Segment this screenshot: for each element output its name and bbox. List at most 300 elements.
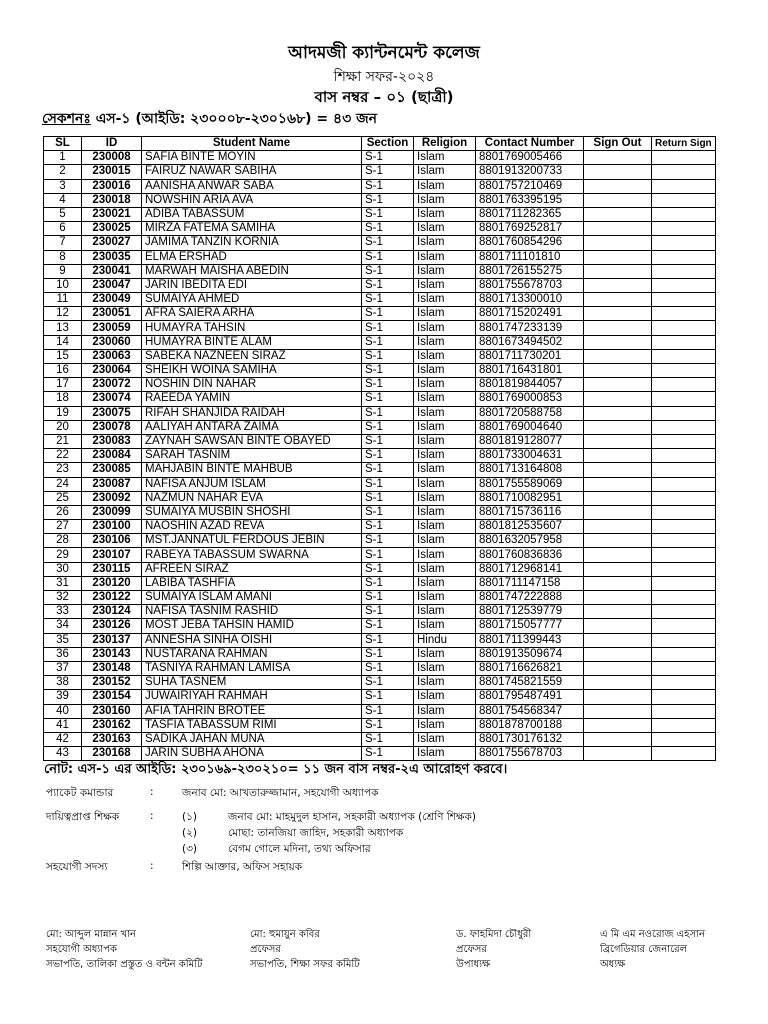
table-row — [44, 534, 716, 548]
cell-section: S-1 — [362, 434, 414, 448]
cell-religion: Islam — [414, 605, 476, 619]
cell-return-sign — [652, 378, 716, 392]
cell-sl: 38 — [44, 676, 82, 690]
cell-return-sign — [652, 562, 716, 576]
cell-return-sign — [652, 534, 716, 548]
cell-sign-out — [584, 562, 652, 576]
cell-section: S-1 — [362, 165, 414, 179]
cell-return-sign — [652, 491, 716, 505]
table-row — [44, 562, 716, 576]
cell-contact: 8801878700188 — [476, 718, 584, 732]
cell-return-sign — [652, 605, 716, 619]
cell-contact: 8801713300010 — [476, 293, 584, 307]
cell-id: 230074 — [82, 392, 142, 406]
cell-sign-out — [584, 151, 652, 165]
cell-id: 230099 — [82, 505, 142, 519]
cell-id: 230152 — [82, 676, 142, 690]
cell-religion: Islam — [414, 449, 476, 463]
cell-student-name: TASFIA TABASSUM RIMI — [142, 718, 362, 732]
cell-religion: Islam — [414, 236, 476, 250]
table-row — [44, 477, 716, 491]
cell-return-sign — [652, 718, 716, 732]
cell-religion: Islam — [414, 349, 476, 363]
cell-contact: 8801632057958 — [476, 534, 584, 548]
assistant-member-label: সহযোগী সদস্য — [46, 861, 108, 873]
table-row — [44, 335, 716, 349]
cell-section: S-1 — [362, 406, 414, 420]
cell-sign-out — [584, 477, 652, 491]
cell-contact: 8801715057777 — [476, 619, 584, 633]
cell-religion: Islam — [414, 321, 476, 335]
cell-sl: 39 — [44, 690, 82, 704]
cell-student-name: AANISHA ANWAR SABA — [142, 179, 362, 193]
signatory-name: মো: হুমায়ুন কবির — [250, 929, 320, 940]
cell-religion: Islam — [414, 477, 476, 491]
table-row — [44, 193, 716, 207]
student-table — [43, 136, 716, 761]
cell-section: S-1 — [362, 250, 414, 264]
cell-section: S-1 — [362, 477, 414, 491]
cell-id: 230060 — [82, 335, 142, 349]
responsible-teacher-label: দায়িত্বপ্রাপ্ত শিক্ষক — [46, 811, 120, 823]
responsible-num: (৩) — [182, 843, 198, 855]
assistant-member-value: শিল্পি আক্তার, অফিস সহায়ক — [182, 861, 303, 873]
cell-contact: 8801712968141 — [476, 562, 584, 576]
cell-sl: 2 — [44, 165, 82, 179]
table-row — [44, 307, 716, 321]
cell-sl: 25 — [44, 491, 82, 505]
cell-student-name: RABEYA TABASSUM SWARNA — [142, 548, 362, 562]
signatory-title: প্রফেসর — [456, 944, 487, 955]
cell-sl: 11 — [44, 293, 82, 307]
cell-section: S-1 — [362, 505, 414, 519]
cell-student-name: AFREEN SIRAZ — [142, 562, 362, 576]
cell-student-name: SABEKA NAZNEEN SIRAZ — [142, 349, 362, 363]
cell-id: 230083 — [82, 434, 142, 448]
cell-sign-out — [584, 747, 652, 761]
cell-student-name: RIFAH SHANJIDA RAIDAH — [142, 406, 362, 420]
cell-religion: Hindu — [414, 633, 476, 647]
table-row — [44, 392, 716, 406]
cell-contact: 8801769005466 — [476, 151, 584, 165]
cell-student-name: ANNESHA SINHA OISHI — [142, 633, 362, 647]
cell-id: 230047 — [82, 278, 142, 292]
signatory-role: সভাপতি, তালিকা প্রস্তুত ও বন্টন কমিটি — [46, 959, 203, 970]
cell-religion: Islam — [414, 718, 476, 732]
cell-student-name: NOSHIN DIN NAHAR — [142, 378, 362, 392]
cell-religion: Islam — [414, 406, 476, 420]
cell-return-sign — [652, 747, 716, 761]
cell-id: 230025 — [82, 222, 142, 236]
cell-sl: 32 — [44, 591, 82, 605]
cell-section: S-1 — [362, 534, 414, 548]
cell-student-name: FAIRUZ NAWAR SABIHA — [142, 165, 362, 179]
cell-contact: 8801733004631 — [476, 449, 584, 463]
cell-section: S-1 — [362, 718, 414, 732]
cell-contact: 8801713164808 — [476, 463, 584, 477]
cell-student-name: SARAH TASNIM — [142, 449, 362, 463]
cell-sign-out — [584, 505, 652, 519]
cell-religion: Islam — [414, 676, 476, 690]
cell-section: S-1 — [362, 207, 414, 221]
cell-return-sign — [652, 690, 716, 704]
cell-return-sign — [652, 463, 716, 477]
signatory-title: ব্রিগেডিয়ার জেনারেল — [600, 944, 688, 955]
cell-religion: Islam — [414, 661, 476, 675]
cell-section: S-1 — [362, 420, 414, 434]
cell-section: S-1 — [362, 236, 414, 250]
cell-sign-out — [584, 307, 652, 321]
cell-student-name: MST.JANNATUL FERDOUS JEBIN — [142, 534, 362, 548]
cell-sl: 12 — [44, 307, 82, 321]
cell-section: S-1 — [362, 264, 414, 278]
cell-return-sign — [652, 676, 716, 690]
cell-contact: 8801769252817 — [476, 222, 584, 236]
cell-id: 230021 — [82, 207, 142, 221]
table-row — [44, 364, 716, 378]
signature-block — [456, 927, 531, 972]
cell-student-name: JARIN IBEDITA EDI — [142, 278, 362, 292]
cell-sl: 3 — [44, 179, 82, 193]
cell-sl: 13 — [44, 321, 82, 335]
cell-return-sign — [652, 477, 716, 491]
table-row — [44, 406, 716, 420]
cell-sl: 20 — [44, 420, 82, 434]
cell-contact: 8801715202491 — [476, 307, 584, 321]
cell-sign-out — [584, 278, 652, 292]
cell-student-name: ADIBA TABASSUM — [142, 207, 362, 221]
cell-return-sign — [652, 278, 716, 292]
cell-contact: 8801716626821 — [476, 661, 584, 675]
tour-title: শিক্ষা সফর-২০২৪ — [333, 69, 435, 85]
cell-return-sign — [652, 576, 716, 590]
cell-section: S-1 — [362, 732, 414, 746]
cell-religion: Islam — [414, 576, 476, 590]
cell-sl: 14 — [44, 335, 82, 349]
section-text: এস-১ (আইডি: ২৩০০০৮-২৩০১৬৮) = ৪৩ জন — [95, 111, 377, 127]
cell-student-name: ELMA ERSHAD — [142, 250, 362, 264]
cell-return-sign — [652, 704, 716, 718]
cell-sl: 41 — [44, 718, 82, 732]
cell-contact: 8801720588758 — [476, 406, 584, 420]
table-row — [44, 505, 716, 519]
cell-section: S-1 — [362, 335, 414, 349]
cell-student-name: SADIKA JAHAN MUNA — [142, 732, 362, 746]
cell-contact: 8801711147158 — [476, 576, 584, 590]
cell-sign-out — [584, 293, 652, 307]
cell-sign-out — [584, 591, 652, 605]
cell-student-name: NAZMUN NAHAR EVA — [142, 491, 362, 505]
table-row — [44, 378, 716, 392]
cell-student-name: JAMIMA TANZIN KORNIA — [142, 236, 362, 250]
cell-return-sign — [652, 222, 716, 236]
cell-id: 230122 — [82, 591, 142, 605]
cell-religion: Islam — [414, 434, 476, 448]
packet-commander-value: জনাব মো: আখতারুজ্জামান, সহযোগী অধ্যাপক — [182, 787, 379, 799]
cell-return-sign — [652, 591, 716, 605]
cell-contact: 8801711730201 — [476, 349, 584, 363]
cell-return-sign — [652, 335, 716, 349]
cell-sign-out — [584, 392, 652, 406]
cell-religion: Islam — [414, 534, 476, 548]
cell-sl: 21 — [44, 434, 82, 448]
cell-sign-out — [584, 661, 652, 675]
cell-id: 230085 — [82, 463, 142, 477]
cell-student-name: SUMAIYA ISLAM AMANI — [142, 591, 362, 605]
cell-section: S-1 — [362, 349, 414, 363]
cell-id: 230035 — [82, 250, 142, 264]
cell-student-name: SHEIKH WOINA SAMIHA — [142, 364, 362, 378]
table-row — [44, 633, 716, 647]
cell-religion: Islam — [414, 732, 476, 746]
cell-sign-out — [584, 676, 652, 690]
cell-sign-out — [584, 704, 652, 718]
signature-block — [250, 927, 360, 972]
responsible-teacher: মোছা: তানজিয়া জাহিদ, সহকারী অধ্যাপক — [228, 827, 404, 839]
cell-id: 230016 — [82, 179, 142, 193]
cell-section: S-1 — [362, 661, 414, 675]
cell-return-sign — [652, 647, 716, 661]
cell-student-name: NOWSHIN ARIA AVA — [142, 193, 362, 207]
cell-sign-out — [584, 378, 652, 392]
cell-contact: 8801819844057 — [476, 378, 584, 392]
table-row — [44, 690, 716, 704]
cell-sl: 16 — [44, 364, 82, 378]
bus-number: বাস নম্বর – ০১ (ছাত্রী) — [314, 88, 454, 106]
cell-contact: 8801730176132 — [476, 732, 584, 746]
cell-return-sign — [652, 449, 716, 463]
packet-commander-label: প্যাকেট কমান্ডার — [46, 787, 114, 799]
cell-return-sign — [652, 420, 716, 434]
cell-sl: 31 — [44, 576, 82, 590]
cell-section: S-1 — [362, 548, 414, 562]
cell-section: S-1 — [362, 449, 414, 463]
cell-religion: Islam — [414, 463, 476, 477]
cell-return-sign — [652, 250, 716, 264]
cell-id: 230027 — [82, 236, 142, 250]
table-row — [44, 647, 716, 661]
signatory-title: প্রফেসর — [250, 944, 281, 955]
cell-id: 230148 — [82, 661, 142, 675]
cell-sl: 15 — [44, 349, 82, 363]
header-student-name: Student Name — [142, 137, 362, 151]
cell-religion: Islam — [414, 505, 476, 519]
cell-sl: 30 — [44, 562, 82, 576]
cell-contact: 8801757210469 — [476, 179, 584, 193]
table-row — [44, 293, 716, 307]
cell-sl: 42 — [44, 732, 82, 746]
cell-id: 230072 — [82, 378, 142, 392]
cell-contact: 8801710082951 — [476, 491, 584, 505]
cell-student-name: SUMAIYA AHMED — [142, 293, 362, 307]
cell-sl: 19 — [44, 406, 82, 420]
cell-sign-out — [584, 406, 652, 420]
cell-religion: Islam — [414, 250, 476, 264]
table-row — [44, 548, 716, 562]
cell-section: S-1 — [362, 676, 414, 690]
cell-id: 230049 — [82, 293, 142, 307]
cell-contact: 8801769004640 — [476, 420, 584, 434]
cell-sl: 28 — [44, 534, 82, 548]
cell-student-name: ZAYNAH SAWSAN BINTE OBAYED — [142, 434, 362, 448]
cell-religion: Islam — [414, 364, 476, 378]
table-row — [44, 605, 716, 619]
cell-student-name: NAFISA ANJUM ISLAM — [142, 477, 362, 491]
cell-contact: 8801745821559 — [476, 676, 584, 690]
table-row — [44, 491, 716, 505]
college-name: আদমজী ক্যান্টনমেন্ট কলেজ — [288, 43, 480, 63]
cell-return-sign — [652, 293, 716, 307]
cell-section: S-1 — [362, 520, 414, 534]
signatory-name: মো: আব্দুল মান্নান খান — [46, 929, 137, 940]
cell-id: 230154 — [82, 690, 142, 704]
cell-sign-out — [584, 321, 652, 335]
cell-id: 230137 — [82, 633, 142, 647]
cell-contact: 8801760854296 — [476, 236, 584, 250]
cell-student-name: MAHJABIN BINTE MAHBUB — [142, 463, 362, 477]
table-row — [44, 179, 716, 193]
cell-student-name: NAFISA TASNIM RASHID — [142, 605, 362, 619]
cell-section: S-1 — [362, 591, 414, 605]
cell-sign-out — [584, 364, 652, 378]
cell-sl: 8 — [44, 250, 82, 264]
cell-sign-out — [584, 250, 652, 264]
signatory-name: এ মি এম নওরোজ এহসান — [600, 929, 705, 940]
table-row — [44, 264, 716, 278]
signatory-role: সভাপতি, শিক্ষা সফর কমিটি — [250, 959, 360, 970]
cell-contact: 8801711101810 — [476, 250, 584, 264]
cell-return-sign — [652, 548, 716, 562]
cell-id: 230092 — [82, 491, 142, 505]
cell-return-sign — [652, 179, 716, 193]
table-row — [44, 207, 716, 221]
cell-contact: 8801819128077 — [476, 434, 584, 448]
cell-section: S-1 — [362, 321, 414, 335]
cell-return-sign — [652, 321, 716, 335]
cell-id: 230063 — [82, 349, 142, 363]
table-row — [44, 349, 716, 363]
cell-religion: Islam — [414, 264, 476, 278]
table-row — [44, 704, 716, 718]
signatory-title: সহযোগী অধ্যাপক — [46, 944, 117, 955]
cell-id: 230120 — [82, 576, 142, 590]
table-row — [44, 151, 716, 165]
cell-sign-out — [584, 732, 652, 746]
cell-sign-out — [584, 647, 652, 661]
cell-sign-out — [584, 165, 652, 179]
cell-religion: Islam — [414, 222, 476, 236]
cell-contact: 8801755589069 — [476, 477, 584, 491]
cell-sign-out — [584, 193, 652, 207]
cell-section: S-1 — [362, 293, 414, 307]
cell-religion: Islam — [414, 420, 476, 434]
signatory-role: উপাধ্যক্ষ — [456, 959, 491, 970]
cell-id: 230064 — [82, 364, 142, 378]
cell-return-sign — [652, 364, 716, 378]
cell-sl: 26 — [44, 505, 82, 519]
cell-student-name: AFIA TAHRIN BROTEE — [142, 704, 362, 718]
cell-return-sign — [652, 406, 716, 420]
cell-sl: 22 — [44, 449, 82, 463]
cell-contact: 8801755678703 — [476, 747, 584, 761]
cell-return-sign — [652, 165, 716, 179]
colon: : — [150, 786, 154, 798]
cell-contact: 8801913200733 — [476, 165, 584, 179]
cell-section: S-1 — [362, 647, 414, 661]
cell-section: S-1 — [362, 463, 414, 477]
signatory-role: অধ্যক্ষ — [600, 959, 626, 970]
cell-section: S-1 — [362, 562, 414, 576]
cell-sl: 23 — [44, 463, 82, 477]
cell-student-name: LABIBA TASHFIA — [142, 576, 362, 590]
cell-religion: Islam — [414, 392, 476, 406]
cell-sign-out — [584, 605, 652, 619]
cell-contact: 8801755678703 — [476, 278, 584, 292]
cell-contact: 8801754568347 — [476, 704, 584, 718]
cell-sl: 5 — [44, 207, 82, 221]
signature-block — [46, 927, 202, 972]
colon: : — [150, 810, 154, 822]
cell-section: S-1 — [362, 576, 414, 590]
cell-contact: 8801711399443 — [476, 633, 584, 647]
cell-student-name: MOST JEBA TAHSIN HAMID — [142, 619, 362, 633]
cell-return-sign — [652, 151, 716, 165]
cell-student-name: JUWAIRIYAH RAHMAH — [142, 690, 362, 704]
cell-sl: 43 — [44, 747, 82, 761]
cell-sl: 17 — [44, 378, 82, 392]
cell-student-name: HUMAYRA BINTE ALAM — [142, 335, 362, 349]
cell-student-name: MARWAH MAISHA ABEDIN — [142, 264, 362, 278]
cell-sign-out — [584, 633, 652, 647]
cell-sign-out — [584, 335, 652, 349]
cell-return-sign — [652, 392, 716, 406]
cell-religion: Islam — [414, 151, 476, 165]
signature-block — [600, 927, 705, 972]
cell-religion: Islam — [414, 491, 476, 505]
cell-contact: 8801726155275 — [476, 264, 584, 278]
table-row — [44, 576, 716, 590]
table-row — [44, 661, 716, 675]
cell-sl: 1 — [44, 151, 82, 165]
cell-contact: 8801715736116 — [476, 505, 584, 519]
cell-id: 230124 — [82, 605, 142, 619]
cell-sign-out — [584, 236, 652, 250]
cell-return-sign — [652, 207, 716, 221]
cell-student-name: AALIYAH ANTARA ZAIMA — [142, 420, 362, 434]
signatory-name: ড. ফাহমিদা চৌধুরী — [456, 929, 532, 940]
cell-sign-out — [584, 463, 652, 477]
cell-sl: 33 — [44, 605, 82, 619]
cell-sign-out — [584, 520, 652, 534]
cell-student-name: AFRA SAIERA ARHA — [142, 307, 362, 321]
table-row — [44, 676, 716, 690]
cell-contact: 8801712539779 — [476, 605, 584, 619]
cell-sign-out — [584, 434, 652, 448]
cell-religion: Islam — [414, 293, 476, 307]
cell-religion: Islam — [414, 562, 476, 576]
cell-return-sign — [652, 732, 716, 746]
table-row — [44, 463, 716, 477]
cell-section: S-1 — [362, 179, 414, 193]
cell-id: 230084 — [82, 449, 142, 463]
cell-student-name: NAOSHIN AZAD REVA — [142, 520, 362, 534]
cell-section: S-1 — [362, 619, 414, 633]
cell-student-name: MIRZA FATEMA SAMIHA — [142, 222, 362, 236]
cell-section: S-1 — [362, 704, 414, 718]
header-section: Section — [362, 137, 414, 151]
cell-religion: Islam — [414, 378, 476, 392]
cell-religion: Islam — [414, 278, 476, 292]
